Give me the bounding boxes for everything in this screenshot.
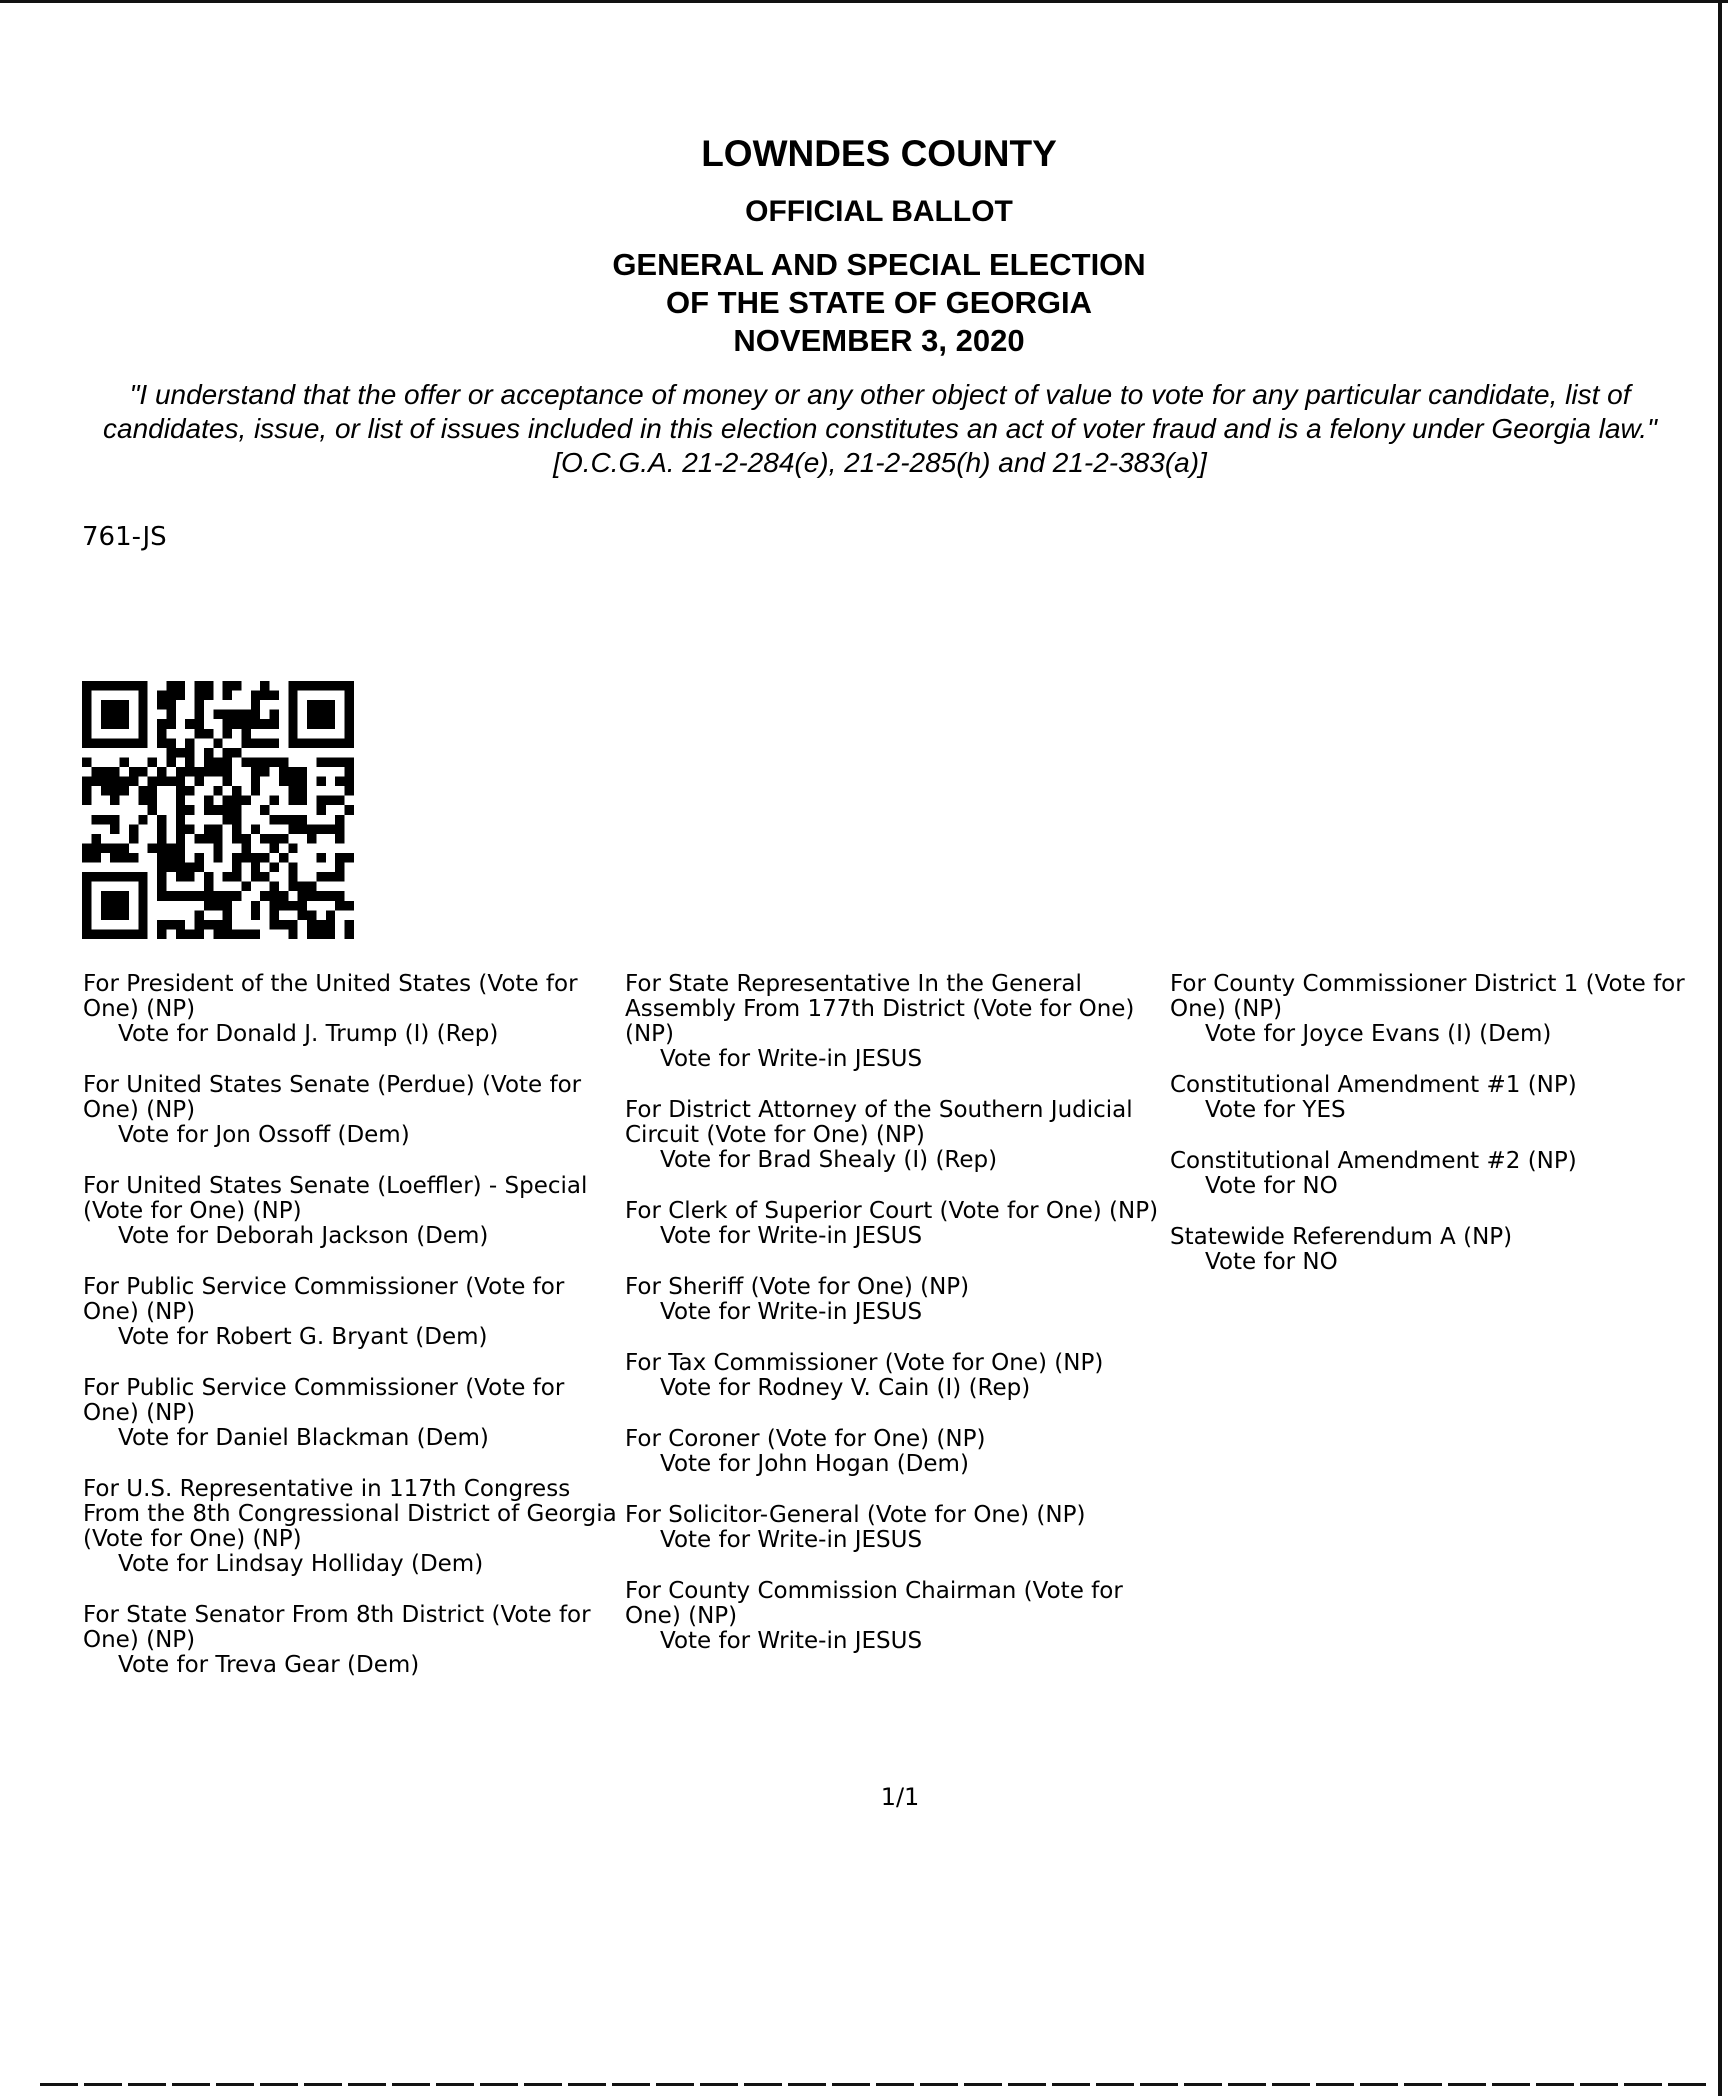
ballot-race — [83, 1603, 623, 1678]
ballot-race — [1170, 1225, 1690, 1275]
ballot-race — [1170, 1149, 1690, 1199]
ballot-race — [1170, 1073, 1690, 1123]
race-choice: Vote for Robert G. Bryant (Dem) — [118, 1324, 488, 1350]
ballot-race — [625, 1098, 1165, 1173]
race-choice: Vote for Rodney V. Cain (I) (Rep) — [660, 1375, 1031, 1401]
race-title: For State Senator From 8th District (Vote for One) (NP) — [83, 1602, 591, 1653]
race-title: For United States Senate (Loeffler) - Special (Vote for One) (NP) — [83, 1173, 588, 1224]
ballot-race — [83, 1376, 623, 1451]
ballot-column-3 — [1170, 972, 1690, 1301]
race-title: Statewide Referendum A (NP) — [1170, 1224, 1513, 1250]
race-title: For District Attorney of the Southern Judicial Circuit (Vote for One) (NP) — [625, 1097, 1133, 1148]
county-title: LOWNDES COUNTY — [701, 133, 1057, 174]
race-choice: Vote for NO — [1205, 1249, 1338, 1275]
race-choice: Vote for Write-in JESUS — [660, 1299, 923, 1325]
ballot-race — [83, 1477, 623, 1577]
ballot-race — [83, 1275, 623, 1350]
election-line-1: GENERAL AND SPECIAL ELECTION — [612, 247, 1146, 282]
ballot-race — [625, 1351, 1165, 1401]
race-choice: Vote for Deborah Jackson (Dem) — [118, 1223, 489, 1249]
ballot-column-2 — [625, 972, 1165, 1680]
ballot-race — [625, 1275, 1165, 1325]
race-choice: Vote for Treva Gear (Dem) — [118, 1652, 420, 1678]
race-title: For Tax Commissioner (Vote for One) (NP) — [625, 1350, 1104, 1376]
scan-border-top — [0, 0, 1728, 3]
ballot-race — [83, 1073, 623, 1148]
race-title: For Coroner (Vote for One) (NP) — [625, 1426, 986, 1452]
ballot-type: OFFICIAL BALLOT — [745, 195, 1013, 228]
race-choice: Vote for Joyce Evans (I) (Dem) — [1205, 1021, 1552, 1047]
ballot-race — [625, 1503, 1165, 1553]
ballot-race — [625, 1579, 1165, 1654]
race-title: For Public Service Commissioner (Vote for One) (NP) — [83, 1274, 565, 1325]
race-title: For Solicitor-General (Vote for One) (NP) — [625, 1502, 1086, 1528]
race-title: For President of the United States (Vote for One) (NP) — [83, 971, 578, 1022]
race-title: For State Representative In the General Assembly From 177th District (Vote for One) (NP) — [625, 971, 1135, 1047]
race-choice: Vote for John Hogan (Dem) — [660, 1451, 969, 1477]
ballot-race — [625, 1199, 1165, 1249]
race-choice: Vote for Write-in JESUS — [660, 1223, 923, 1249]
ballot-race — [83, 1174, 623, 1249]
ballot-code: 761-JS — [82, 522, 167, 552]
race-title: For County Commissioner District 1 (Vote for One) (NP) — [1170, 971, 1685, 1022]
race-choice: Vote for YES — [1205, 1097, 1346, 1123]
race-choice: Vote for Lindsay Holliday (Dem) — [118, 1551, 484, 1577]
race-choice: Vote for Write-in JESUS — [660, 1527, 923, 1553]
race-choice: Vote for Write-in JESUS — [660, 1628, 923, 1654]
race-title: For County Commission Chairman (Vote for One) (NP) — [625, 1578, 1123, 1629]
race-title: For Sheriff (Vote for One) (NP) — [625, 1274, 970, 1300]
ballot-column-1 — [83, 972, 623, 1704]
race-title: For Clerk of Superior Court (Vote for One) (NP) — [625, 1198, 1159, 1224]
race-title: For Public Service Commissioner (Vote for One) (NP) — [83, 1375, 565, 1426]
ballot-race — [1170, 972, 1690, 1047]
race-title: For United States Senate (Perdue) (Vote for One) (NP) — [83, 1072, 582, 1123]
election-line-2: OF THE STATE OF GEORGIA — [666, 285, 1092, 320]
voter-fraud-oath: "I understand that the offer or acceptance of money or any other object of value to vote for any particular candidate, list of candidates, issue, or list of issues included in this election constitutes an act of voter fraud and is a felony under Georgia law." [O.C.G.A. 21-2-284(e), 21-2-285(h) and 21-2-383(a)] — [103, 379, 1657, 478]
ballot-race — [625, 972, 1165, 1072]
ballot-race — [83, 972, 623, 1047]
race-choice: Vote for Donald J. Trump (I) (Rep) — [118, 1021, 499, 1047]
scan-border-bottom — [40, 2083, 1710, 2086]
race-choice: Vote for Jon Ossoff (Dem) — [118, 1122, 410, 1148]
race-choice: Vote for Brad Shealy (I) (Rep) — [660, 1147, 998, 1173]
race-title: Constitutional Amendment #1 (NP) — [1170, 1072, 1577, 1098]
election-date: NOVEMBER 3, 2020 — [733, 323, 1025, 358]
race-title: For U.S. Representative in 117th Congress From the 8th Congressional District of Georgia (Vote for One) (NP) — [83, 1476, 617, 1552]
race-choice: Vote for Daniel Blackman (Dem) — [118, 1425, 489, 1451]
ballot-race — [625, 1427, 1165, 1477]
page-number: 1/1 — [880, 1783, 920, 1811]
race-choice: Vote for NO — [1205, 1173, 1338, 1199]
qr-code-icon — [82, 681, 354, 939]
election-title — [0, 246, 1728, 360]
race-title: Constitutional Amendment #2 (NP) — [1170, 1148, 1577, 1174]
race-choice: Vote for Write-in JESUS — [660, 1046, 923, 1072]
